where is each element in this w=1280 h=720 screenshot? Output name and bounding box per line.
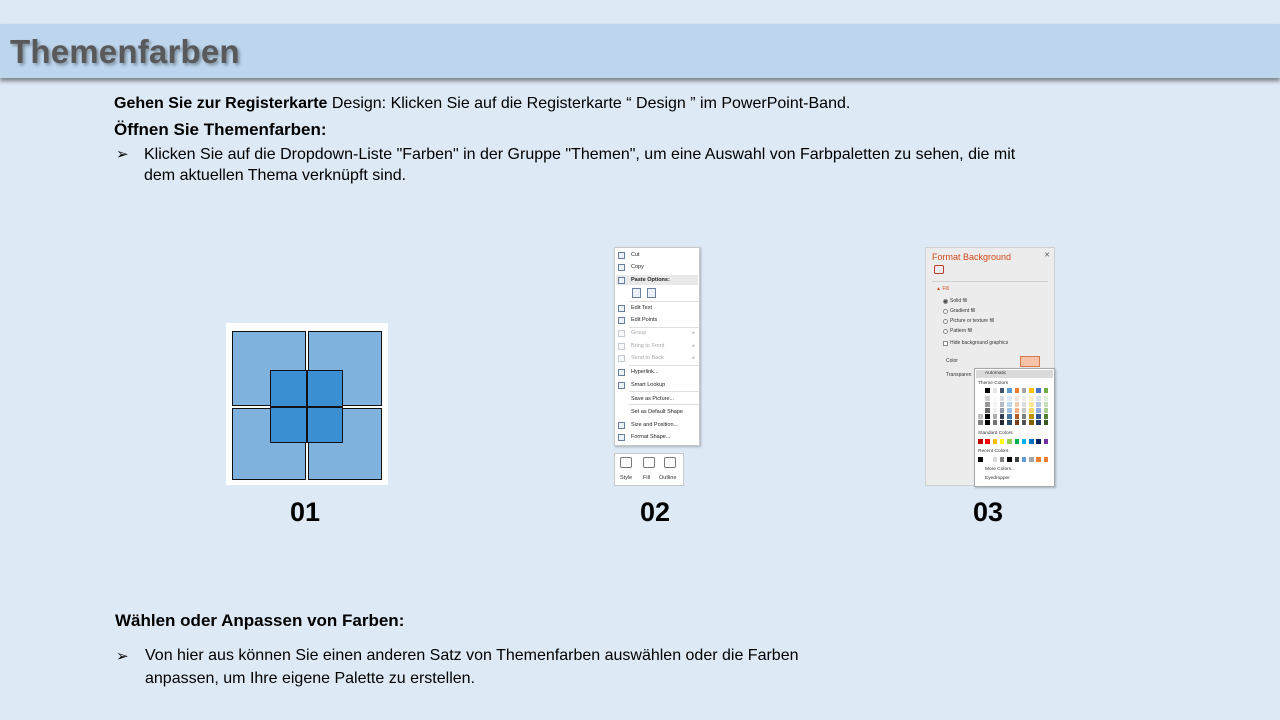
recent-color-swatch[interactable] (1007, 457, 1012, 462)
figure-label-03: 03 (973, 497, 1004, 527)
radio-pattern-fill[interactable] (943, 329, 948, 334)
recent-color-swatch[interactable] (993, 457, 998, 462)
intro-lead-rest: Design: Klicken Sie auf die Registerkarte “ Design ” im PowerPoint-Band. (327, 95, 851, 112)
theme-color-shade-swatch[interactable] (1007, 414, 1012, 419)
cut-icon (618, 252, 625, 259)
format-shape-icon (618, 434, 625, 441)
theme-color-shade-swatch[interactable] (1036, 402, 1041, 407)
option-solid-fill: Solid fill (950, 298, 968, 304)
theme-color-shade-swatch[interactable] (1007, 420, 1012, 425)
theme-color-shade-swatch[interactable] (1044, 402, 1049, 407)
bullet-line-2: dem aktuellen Thema verknüpft sind. (144, 167, 407, 184)
paste-picture-icon[interactable] (647, 288, 656, 298)
theme-color-shade-swatch[interactable] (1036, 408, 1041, 413)
menu-item-format-shape[interactable]: Format Shape... (631, 434, 671, 440)
recent-color-swatch[interactable] (1000, 457, 1005, 462)
palette-standard-colors-label: Standard Colors (978, 431, 1013, 436)
theme-color-shade-swatch[interactable] (985, 414, 990, 419)
theme-color-swatch[interactable] (993, 388, 998, 393)
recent-color-swatch[interactable] (1036, 457, 1041, 462)
section2-line-2: anpassen, um Ihre eigene Palette zu erstellen. (145, 670, 475, 687)
bullet-arrow-icon: ➢ (116, 146, 129, 163)
menu-item-group: Group (631, 330, 647, 336)
theme-color-shade-swatch[interactable] (985, 420, 990, 425)
menu-item-size-and-position[interactable]: Size and Position... (631, 422, 679, 428)
theme-color-shade-swatch[interactable] (1029, 414, 1034, 419)
figure-1-shapes (226, 323, 388, 485)
center-divider-h (270, 406, 343, 408)
theme-color-shade-swatch[interactable] (993, 396, 998, 401)
menu-item-bring-to-front: Bring to Front (631, 343, 665, 349)
palette-more-colors[interactable]: More Colors... (985, 467, 1016, 472)
paste-keep-icon[interactable] (632, 288, 641, 298)
standard-color-swatch[interactable] (1000, 439, 1005, 444)
bullet-line-1: Klicken Sie auf die Dropdown-Liste "Farben" in der Gruppe "Themen", um eine Auswahl von Farbpaletten zu sehen, die mit (144, 146, 1016, 163)
menu-item-hyperlink[interactable]: Hyperlink... (631, 369, 659, 375)
theme-color-shade-swatch[interactable] (1000, 396, 1005, 401)
recent-color-swatch[interactable] (1022, 457, 1027, 462)
theme-color-shade-swatch[interactable] (985, 408, 990, 413)
heading-open-theme-colors: Öffnen Sie Themenfarben: (114, 120, 327, 139)
option-hide-graphics: Hide background graphics (950, 340, 1009, 346)
figure-label-02: 02 (640, 497, 671, 527)
bullet-arrow-icon: ➢ (116, 648, 129, 665)
theme-color-shade-swatch[interactable] (1044, 414, 1049, 419)
menu-item-paste-options: Paste Options: (631, 277, 670, 283)
section2-line-1: Von hier aus können Sie einen anderen Satz von Themenfarben auswählen oder die Farben (145, 647, 799, 664)
hyperlink-icon (618, 369, 625, 376)
theme-color-shade-swatch[interactable] (1029, 408, 1034, 413)
pane-divider (932, 281, 1048, 282)
standard-color-swatch[interactable] (1015, 439, 1020, 444)
theme-color-shade-swatch[interactable] (993, 414, 998, 419)
bring-front-icon (618, 343, 625, 350)
theme-color-shade-swatch[interactable] (1000, 402, 1005, 407)
theme-color-swatch[interactable] (985, 388, 990, 393)
theme-color-shade-swatch[interactable] (1007, 396, 1012, 401)
fill-section-header[interactable]: ▲ Fill (936, 286, 949, 292)
theme-color-shade-swatch[interactable] (978, 408, 983, 413)
standard-color-swatch[interactable] (1022, 439, 1027, 444)
fill-bucket-icon[interactable] (934, 265, 944, 274)
copy-icon (618, 264, 625, 271)
page-title: Themenfarben (10, 33, 240, 70)
theme-color-swatch[interactable] (1029, 388, 1034, 393)
color-dropdown-button[interactable] (1020, 356, 1040, 367)
theme-color-shade-swatch[interactable] (1015, 402, 1020, 407)
standard-color-swatch[interactable] (1044, 439, 1049, 444)
color-label: Color (946, 358, 958, 364)
theme-color-shade-swatch[interactable] (978, 420, 983, 425)
radio-solid-fill[interactable] (943, 299, 948, 304)
theme-color-shade-swatch[interactable] (993, 408, 998, 413)
radio-gradient-fill[interactable] (943, 309, 948, 314)
theme-color-swatch[interactable] (1036, 388, 1041, 393)
menu-item-smart-lookup[interactable]: Smart Lookup (631, 382, 666, 388)
theme-color-shade-swatch[interactable] (978, 396, 983, 401)
palette-theme-colors-label: Theme Colors (978, 381, 1009, 386)
theme-color-shade-swatch[interactable] (1044, 396, 1049, 401)
menu-item-save-as-picture[interactable]: Save as Picture... (631, 396, 675, 402)
theme-color-shade-swatch[interactable] (1015, 414, 1020, 419)
theme-color-shade-swatch[interactable] (1015, 396, 1020, 401)
color-palette-dropdown (974, 368, 1055, 487)
edit-points-icon (618, 317, 625, 324)
standard-color-swatch[interactable] (1029, 439, 1034, 444)
theme-color-swatch[interactable] (1015, 388, 1020, 393)
theme-color-shade-swatch[interactable] (1029, 420, 1034, 425)
context-menu (614, 247, 700, 446)
group-icon (618, 330, 625, 337)
standard-color-swatch[interactable] (985, 439, 990, 444)
theme-color-shade-swatch[interactable] (1044, 408, 1049, 413)
mini-label-outline: Outline (659, 475, 677, 481)
checkbox-hide-graphics[interactable] (943, 341, 948, 346)
theme-color-shade-swatch[interactable] (1022, 396, 1027, 401)
mini-label-fill: Fill (643, 475, 651, 481)
submenu-arrow-icon: ▸ (692, 343, 695, 349)
mini-toolbar (614, 453, 684, 486)
standard-color-swatch[interactable] (978, 439, 983, 444)
style-icon[interactable] (620, 457, 632, 468)
theme-color-shade-swatch[interactable] (1022, 414, 1027, 419)
submenu-arrow-icon: ▸ (692, 330, 695, 336)
theme-color-swatch[interactable] (1022, 388, 1027, 393)
recent-color-swatch[interactable] (985, 457, 990, 462)
transparency-label: Transparen (946, 372, 972, 378)
format-background-pane (925, 247, 1055, 486)
outline-pen-icon[interactable] (664, 457, 676, 468)
recent-color-swatch[interactable] (1015, 457, 1020, 462)
pane-title: Format Background (932, 252, 1012, 262)
standard-color-swatch[interactable] (1007, 439, 1012, 444)
close-icon[interactable]: ✕ (1044, 252, 1050, 259)
mini-label-style: Style (620, 475, 633, 481)
theme-color-swatch[interactable] (1044, 388, 1049, 393)
theme-color-shade-swatch[interactable] (1036, 420, 1041, 425)
menu-item-copy[interactable]: Copy (631, 264, 644, 270)
theme-color-shade-swatch[interactable] (1000, 420, 1005, 425)
paste-icon (618, 277, 625, 284)
option-picture-fill: Picture or texture fill (950, 318, 995, 324)
theme-color-shade-swatch[interactable] (993, 420, 998, 425)
menu-item-cut[interactable]: Cut (631, 252, 640, 258)
recent-color-swatch[interactable] (1029, 457, 1034, 462)
recent-color-swatch[interactable] (1044, 457, 1049, 462)
theme-color-shade-swatch[interactable] (1044, 420, 1049, 425)
palette-eyedropper[interactable]: Eyedropper (985, 476, 1010, 481)
theme-color-shade-swatch[interactable] (1029, 396, 1034, 401)
recent-color-swatch[interactable] (978, 457, 983, 462)
fill-bucket-icon[interactable] (643, 457, 655, 468)
heading-choose-colors: Wählen oder Anpassen von Farben: (115, 611, 405, 630)
theme-color-shade-swatch[interactable] (978, 402, 983, 407)
menu-separator (629, 301, 699, 302)
intro-lead-bold: Gehen Sie zur Registerkarte (114, 95, 328, 112)
theme-color-shade-swatch[interactable] (1000, 408, 1005, 413)
theme-color-shade-swatch[interactable] (1022, 402, 1027, 407)
menu-item-set-default-shape[interactable]: Set as Default Shape (631, 409, 683, 415)
theme-color-shade-swatch[interactable] (1000, 414, 1005, 419)
theme-color-shade-swatch[interactable] (1036, 414, 1041, 419)
theme-color-swatch[interactable] (978, 388, 983, 393)
palette-automatic[interactable]: Automatic (985, 371, 1007, 376)
theme-color-shade-swatch[interactable] (1015, 408, 1020, 413)
menu-item-edit-text[interactable]: Edit Text (631, 305, 652, 311)
radio-picture-fill[interactable] (943, 319, 948, 324)
standard-color-swatch[interactable] (993, 439, 998, 444)
standard-color-swatch[interactable] (1036, 439, 1041, 444)
theme-color-shade-swatch[interactable] (1007, 402, 1012, 407)
palette-recent-colors-label: Recent Colors (978, 449, 1009, 454)
option-pattern-fill: Pattern fill (950, 328, 973, 334)
menu-separator (629, 365, 699, 366)
theme-color-shade-swatch[interactable] (1015, 420, 1020, 425)
intro-line (114, 93, 850, 114)
menu-item-send-to-back: Send to Back (631, 355, 664, 361)
theme-color-shade-swatch[interactable] (985, 396, 990, 401)
theme-color-swatch[interactable] (1007, 388, 1012, 393)
theme-color-shade-swatch[interactable] (1022, 408, 1027, 413)
submenu-arrow-icon: ▸ (692, 355, 695, 361)
theme-color-shade-swatch[interactable] (985, 402, 990, 407)
theme-color-shade-swatch[interactable] (993, 402, 998, 407)
option-gradient-fill: Gradient fill (950, 308, 976, 314)
theme-color-shade-swatch[interactable] (978, 414, 983, 419)
title-bar (0, 24, 1280, 78)
theme-color-swatch[interactable] (1000, 388, 1005, 393)
smart-lookup-icon (618, 382, 625, 389)
send-back-icon (618, 355, 625, 362)
menu-separator (629, 391, 699, 392)
size-position-icon (618, 422, 625, 429)
theme-color-shade-swatch[interactable] (1036, 396, 1041, 401)
menu-separator (629, 404, 699, 405)
theme-color-shade-swatch[interactable] (1029, 402, 1034, 407)
theme-color-shade-swatch[interactable] (1022, 420, 1027, 425)
edit-text-icon (618, 305, 625, 312)
theme-color-shade-swatch[interactable] (1007, 408, 1012, 413)
figure-label-01: 01 (290, 497, 321, 527)
menu-item-edit-points[interactable]: Edit Points (631, 317, 658, 323)
